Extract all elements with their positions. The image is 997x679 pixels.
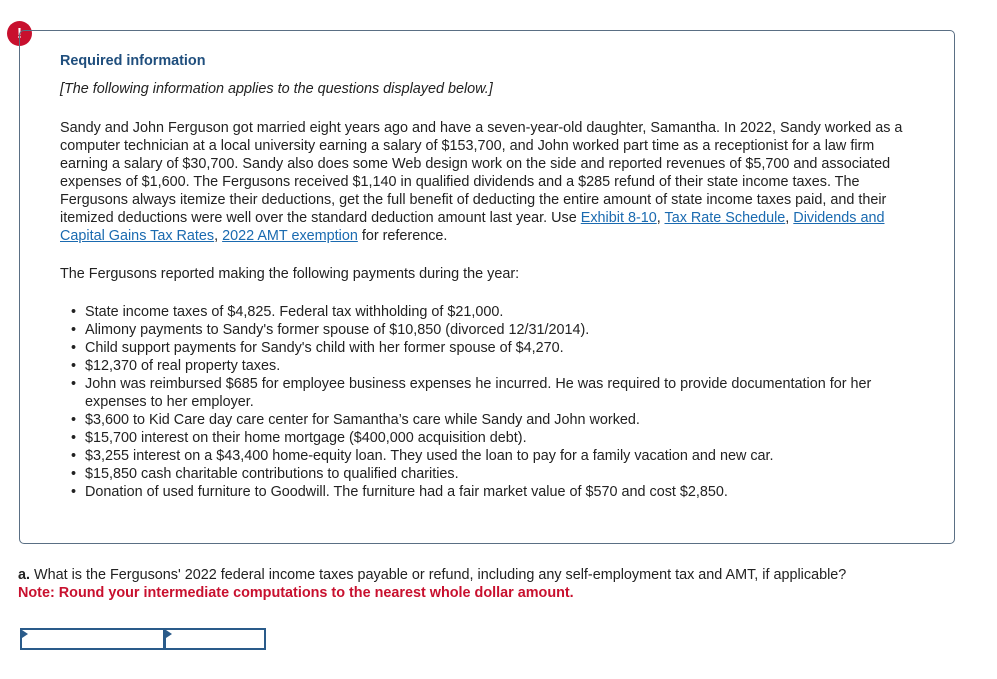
tax-rate-schedule-link[interactable]: Tax Rate Schedule xyxy=(664,210,786,226)
dividends-capital-gains-link[interactable]: Dividends and Capital Gains Tax Rates xyxy=(60,210,885,244)
answer-cell-label[interactable] xyxy=(20,628,165,650)
list-item: • $15,700 interest on their home mortgage ($400,000 acquisition debt). xyxy=(85,429,920,447)
question-text-line xyxy=(18,566,978,584)
list-item: • $15,850 cash charitable contributions to qualified charities. xyxy=(85,465,920,483)
answer-row xyxy=(20,628,266,650)
required-information-title: Required information xyxy=(60,53,206,69)
scenario-paragraph xyxy=(60,119,920,245)
amt-exemption-link[interactable]: 2022 AMT exemption xyxy=(222,228,358,244)
list-item: • Donation of used furniture to Goodwill. The furniture had a fair market value of $570 and cost $2,850. xyxy=(85,483,920,501)
list-item: • $3,255 interest on a $43,400 home-equity loan. They used the loan to pay for a family vacation and new car. xyxy=(85,447,920,465)
question-a xyxy=(18,566,978,602)
list-item: • $12,370 of real property taxes. xyxy=(85,357,920,375)
alert-symbol: ! xyxy=(17,25,22,42)
answer-amount-input[interactable] xyxy=(166,630,264,648)
answer-cell-amount[interactable] xyxy=(165,628,266,650)
link-separator: , xyxy=(656,210,665,226)
exhibit-8-10-link[interactable]: Exhibit 8-10 xyxy=(580,210,657,226)
list-item: • State income taxes of $4,825. Federal tax withholding of $21,000. xyxy=(85,303,920,321)
answer-label-input[interactable] xyxy=(22,630,163,648)
required-information-content xyxy=(60,52,920,501)
scenario-text: Sandy and John Ferguson got married eight years ago and have a seven-year-old daughter, Samantha. In 2022, Sandy worked as a computer technician at a local university earning a salary of $153,700, and John worked part time as a receptionist for a law firm earning a salary of $30,700. Sandy also does some Web design work on the side and reported revenues of $5,700 and associated expenses of $1,600. The Fergusons received $1,140 in qualified dividends and a $285 refund of their state income taxes. The Fergusons always itemize their deductions, get the full benefit of deducting the entire amount of state income taxes paid, and their itemized deductions were well over the standard deduction amount last year. Use xyxy=(60,120,903,226)
list-item: • John was reimbursed $685 for employee business expenses he incurred. He was required to provide documentation for her expenses to her employer. xyxy=(85,375,920,411)
list-item: • Alimony payments to Sandy's former spouse of $10,850 (divorced 12/31/2014). xyxy=(85,321,920,339)
payments-list xyxy=(60,303,920,501)
scenario-tail: for reference. xyxy=(357,228,448,244)
question-label: a. xyxy=(18,567,31,583)
list-item: • Child support payments for Sandy's child with her former spouse of $4,270. xyxy=(85,339,920,357)
question-text: What is the Fergusons' 2022 federal income taxes payable or refund, including any self-employment tax and AMT, if applicable? xyxy=(30,567,847,583)
applies-note: [The following information applies to the questions displayed below.] xyxy=(60,81,493,97)
list-item: • $3,600 to Kid Care day care center for Samantha’s care while Sandy and John worked. xyxy=(85,411,920,429)
link-separator: , xyxy=(214,228,223,244)
rounding-note: Note: Round your intermediate computations to the nearest whole dollar amount. xyxy=(18,585,574,601)
link-separator: , xyxy=(785,210,794,226)
payments-intro: The Fergusons reported making the following payments during the year: xyxy=(60,266,520,282)
